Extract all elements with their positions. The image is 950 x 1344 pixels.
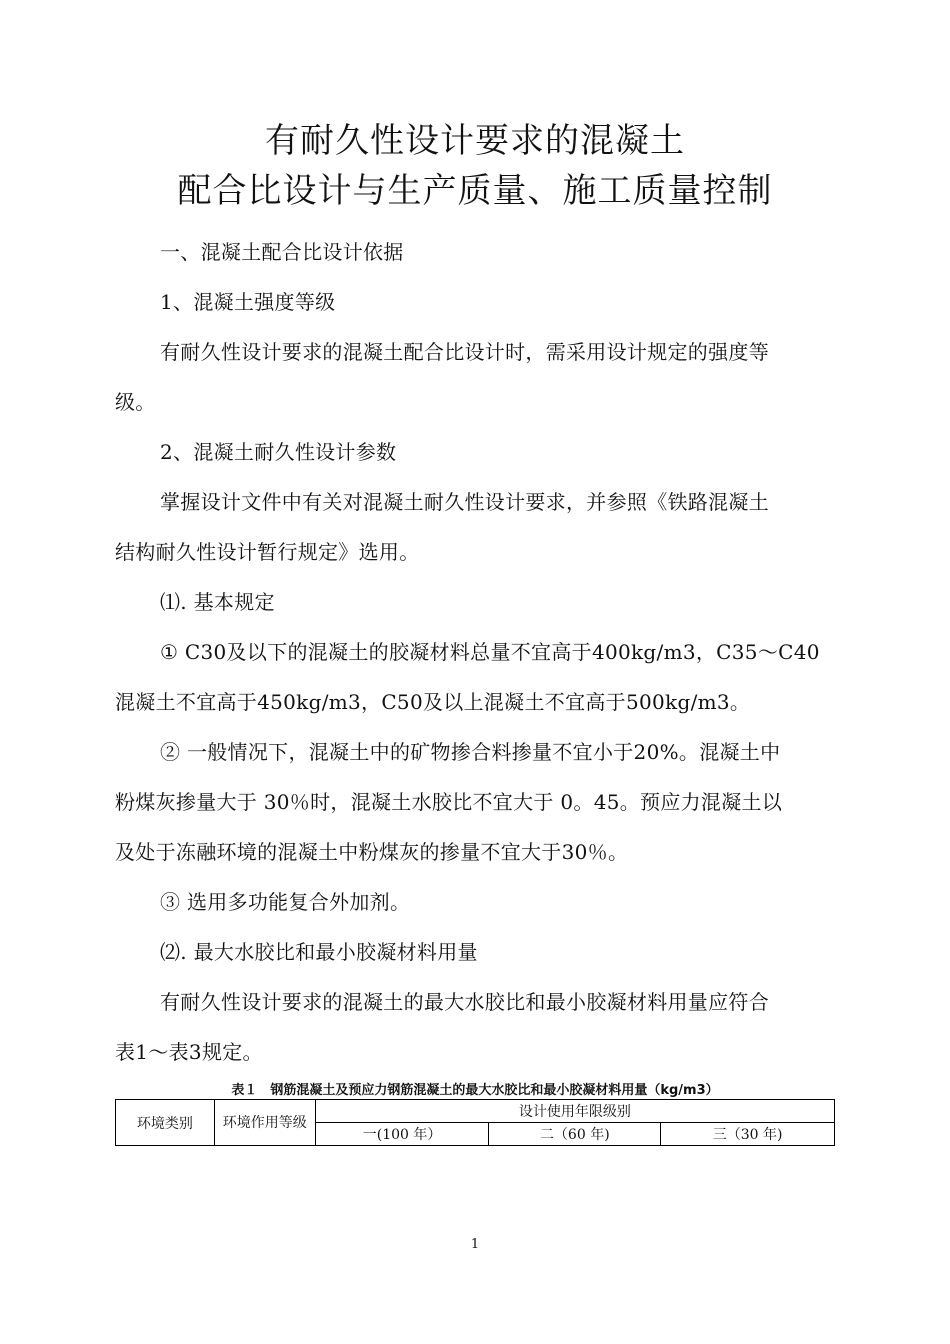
header-life-level-2: 二（60 年): [489, 1123, 661, 1146]
rule-2-line-1: ② 一般情况下，混凝土中的矿物掺合料掺量不宜小于20%。混凝土中: [160, 740, 781, 764]
item-heading-2: 2、混凝土耐久性设计参数: [160, 440, 397, 464]
sub-heading-2: ⑵. 最大水胶比和最小胶凝材料用量: [160, 940, 478, 964]
rule-2-line-2: 粉煤灰掺量大于 30％时，混凝土水胶比不宜大于 0。45。预应力混凝土以: [115, 790, 783, 814]
rule-1-line-2: 混凝土不宜高于450kg/m3，C50及以上混凝土不宜高于500kg/m3。: [115, 690, 751, 714]
rule-1-line-1: ① C30及以下的混凝土的胶凝材料总量不宜高于400kg/m3，C35～C40: [160, 640, 820, 664]
paragraph-3-line-1: 有耐久性设计要求的混凝土的最大水胶比和最小胶凝材料用量应符合: [160, 990, 769, 1014]
page-title-line2: 配合比设计与生产质量、施工质量控制: [177, 171, 773, 211]
requirements-table: [115, 1099, 835, 1146]
paragraph-1-line-1: 有耐久性设计要求的混凝土配合比设计时，需采用设计规定的强度等: [160, 340, 769, 364]
paragraph-3-line-2: 表1～表3规定。: [115, 1040, 263, 1064]
table-caption: 表１ 钢筋混凝土及预应力钢筋混凝土的最大水胶比和最小胶凝材料用量（kg/m3）: [231, 1083, 719, 1098]
section-heading: 一、混凝土配合比设计依据: [160, 240, 404, 264]
rule-3: ③ 选用多功能复合外加剂。: [160, 890, 411, 914]
sub-heading-1: ⑴. 基本规定: [160, 590, 275, 614]
page-title-line1: 有耐久性设计要求的混凝土: [265, 121, 685, 161]
header-environment-type: 环境类别: [116, 1100, 215, 1146]
header-service-life: 设计使用年限级别: [315, 1100, 834, 1123]
item-heading-1: 1、混凝土强度等级: [160, 290, 336, 314]
header-environment-level: 环境作用等级: [214, 1100, 315, 1146]
paragraph-2-line-1: 掌握设计文件中有关对混凝土耐久性设计要求，并参照《铁路混凝土: [160, 490, 769, 514]
paragraph-2-line-2: 结构耐久性设计暂行规定》选用。: [115, 540, 420, 564]
header-life-level-1: 一(100 年）: [315, 1123, 489, 1146]
rule-2-line-3: 及处于冻融环境的混凝土中粉煤灰的掺量不宜大于30％。: [115, 840, 629, 864]
table-header-row: [116, 1100, 835, 1123]
header-life-level-3: 三（30 年): [661, 1123, 835, 1146]
page-number: 1: [470, 1237, 480, 1252]
paragraph-1-line-2: 级。: [115, 390, 156, 414]
